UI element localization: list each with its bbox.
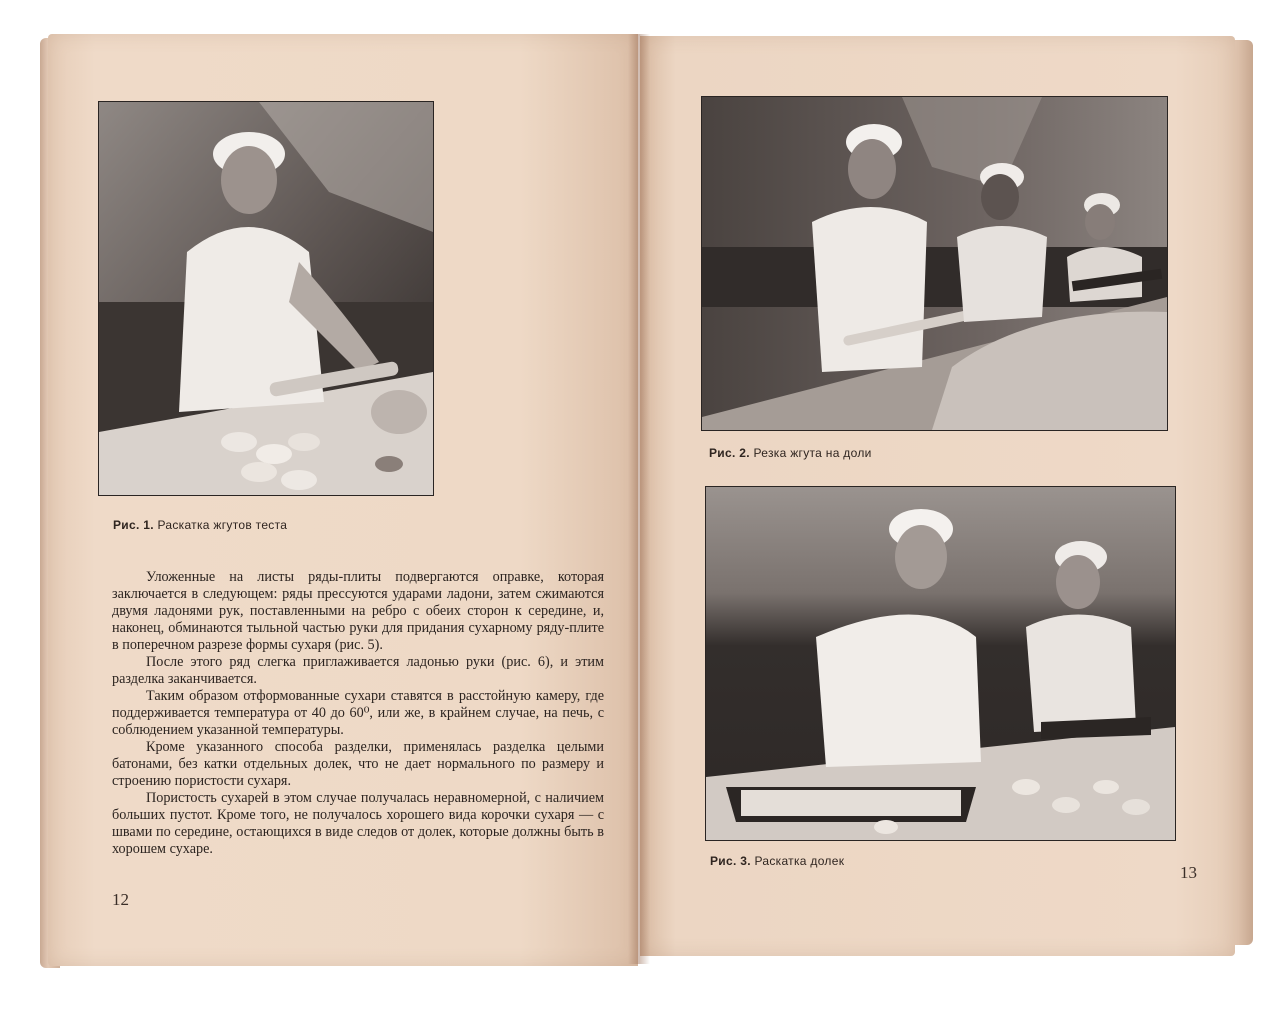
- paragraph-5: Пористость сухарей в этом случае получалась неравномерной, с наличием больших пустот. Кроме того, не получалось хорошего вида корочки сухаря — с швами по середине, остающихся в виде следов от долек, которые должны быть в хорошем сухаре.: [112, 790, 604, 857]
- paragraph-1: Уложенные на листы ряды-плиты подвергаются оправке, которая заключается в следующем: ряды прессуются ударами ладони, затем сжимаются двумя ладонями рук, поставленными на ребро с обеих сторон к середине, и, наконец, обминаются тыльной частью руки для придания сухарному ряду-плите в поперечном разрезе формы сухаря (рис. 5).: [112, 569, 604, 653]
- figure-2-title: Резка жгута на доли: [753, 446, 872, 460]
- left-body-text: [112, 569, 604, 858]
- figure-3-number: Рис. 3.: [710, 854, 751, 868]
- paragraph-2: После этого ряд слегка приглаживается ладонью руки (рис. 6), и этим разделка заканчивается.: [112, 654, 604, 687]
- page-number-left: 12: [112, 890, 129, 909]
- figure-2-caption: [709, 446, 872, 460]
- figure-2-photo: [702, 97, 1167, 430]
- figure-2-number: Рис. 2.: [709, 446, 750, 460]
- figure-3-title: Раскатка долек: [754, 854, 845, 868]
- figure-1-caption: [113, 518, 287, 532]
- paragraph-4: Кроме указанного способа разделки, применялась разделка целыми батонами, без катки отдельных долек, что не дает нормального по размеру и строению пористости сухаря.: [112, 739, 604, 789]
- page-number-right: 13: [1180, 863, 1197, 882]
- figure-1-photo: [99, 102, 433, 495]
- figure-1-title: Раскатка жгутов теста: [157, 518, 288, 532]
- figure-3-photo: [706, 487, 1175, 840]
- paragraph-3: Таким образом отформованные сухари ставятся в расстойную камеру, где поддерживается температура от 40 до 60⁰, или же, в крайнем случае, на печь, с соблюдением указанной температуры.: [112, 688, 604, 738]
- book-gutter: [628, 34, 650, 964]
- figure-3-caption: [710, 854, 844, 868]
- figure-1-number: Рис. 1.: [113, 518, 154, 532]
